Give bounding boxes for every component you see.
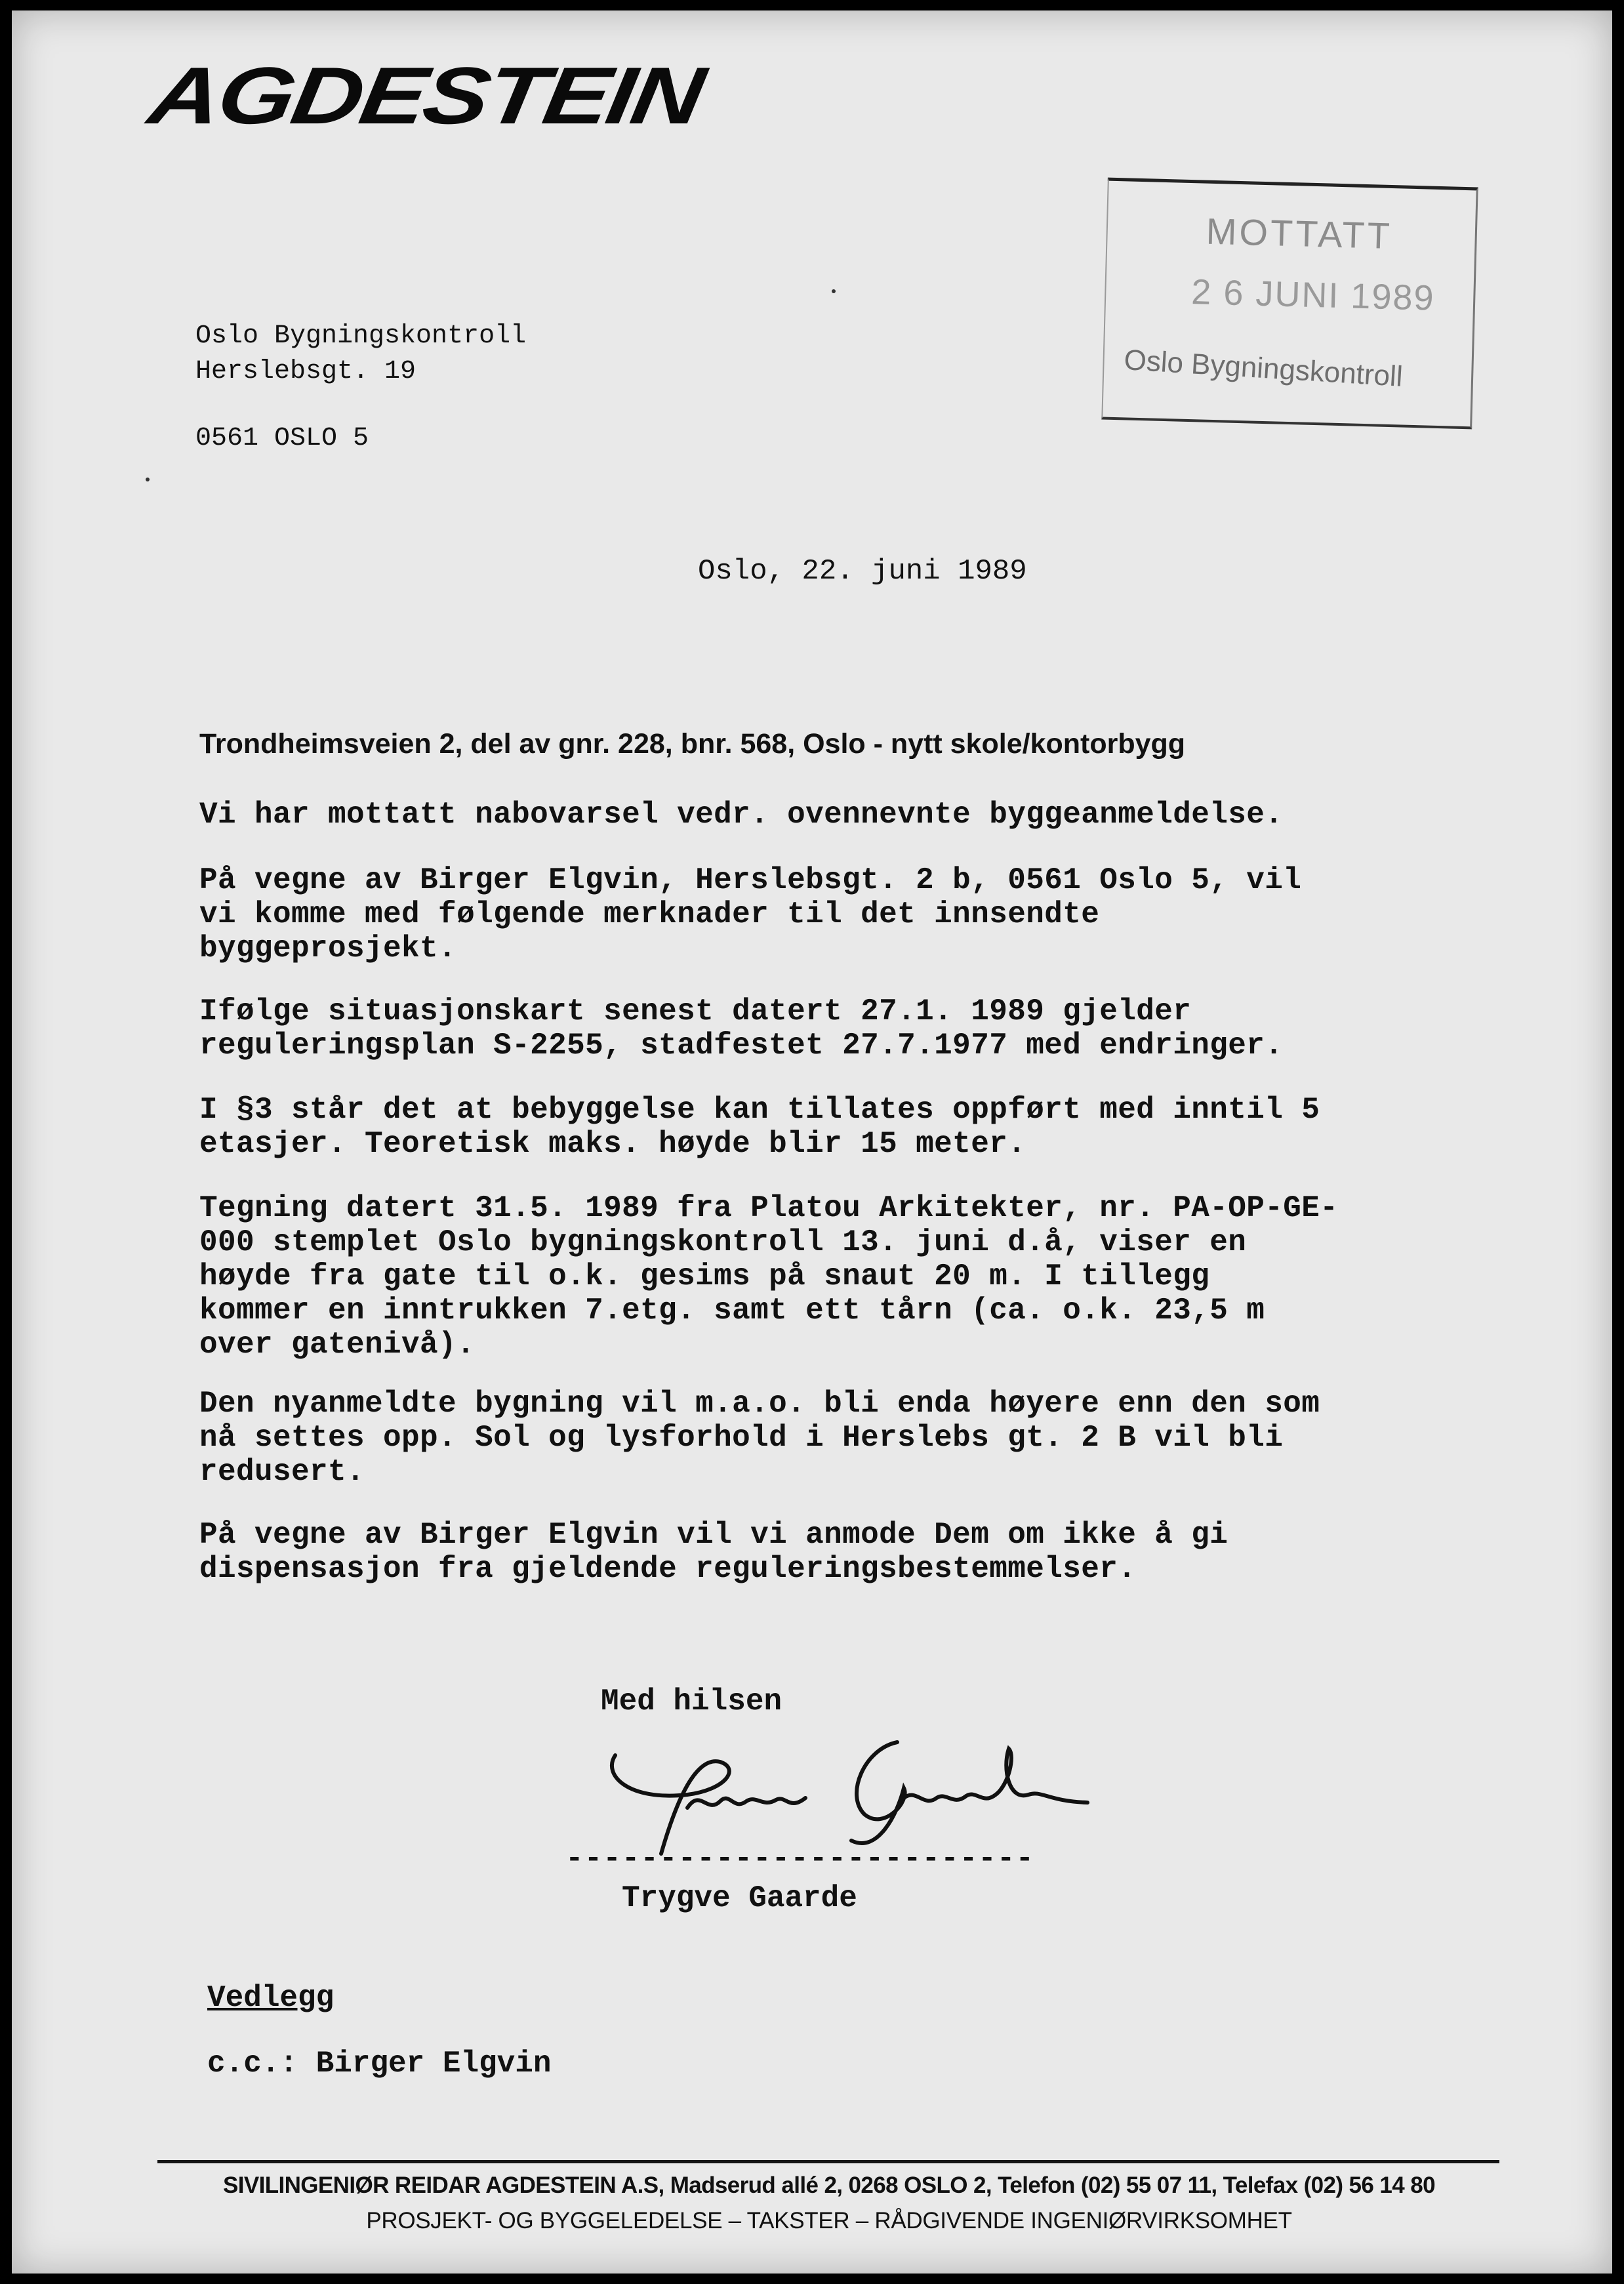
- speck: [146, 478, 150, 481]
- footer-services-line: PROSJEKT- OG BYGGELEDELSE – TAKSTER – RÅDGIVENDE INGENIØRVIRKSOMHET: [366, 2208, 1292, 2233]
- stamp-line-office: Oslo Bygningskontroll: [1123, 344, 1404, 393]
- recipient-street: Herslebsgt. 19: [195, 357, 416, 386]
- paragraph-2: På vegne av Birger Elgvin, Herslebsgt. 2 b, 0561 Oslo 5, vil vi komme med følgende merknader til det innsendte byggeprosjekt.: [199, 863, 1302, 966]
- speck: [832, 289, 836, 293]
- footer-rule: [157, 2160, 1499, 2163]
- recipient-address: [195, 319, 526, 390]
- paragraph-3: Ifølge situasjonskart senest datert 27.1. 1989 gjelder reguleringsplan S-2255, stadfestet 27.7.1977 med endringer.: [199, 994, 1284, 1063]
- subject-line: Trondheimsveien 2, del av gnr. 228, bnr. 568, Oslo - nytt skole/kontorbygg: [199, 728, 1186, 760]
- stamp-line-received: MOTTATT: [1206, 210, 1393, 257]
- paragraph-4: I §3 står det at bebyggelse kan tillates oppført med inntil 5 etasjer. Teoretisk maks. høyde blir 15 meter.: [199, 1093, 1320, 1161]
- signer-name: Trygve Gaarde: [622, 1881, 857, 1915]
- signature-line: -------------------------: [565, 1842, 1035, 1876]
- stamp-line-date: 2 6 JUNI 1989: [1190, 272, 1436, 318]
- cc-line: c.c.: Birger Elgvin: [207, 2047, 552, 2081]
- paragraph-1: Vi har mottatt nabovarsel vedr. ovennevnte byggeanmeldelse.: [199, 798, 1284, 832]
- closing-greeting: Med hilsen: [601, 1684, 782, 1719]
- date-line: Oslo, 22. juni 1989: [698, 555, 1027, 588]
- attachments-label: Vedlegg: [207, 1981, 335, 2015]
- company-logo: AGDESTEIN: [142, 50, 709, 141]
- paragraph-6: Den nyanmeldte bygning vil m.a.o. bli enda høyere enn den som nå settes opp. Sol og lysforhold i Herslebs gt. 2 B vil bli redusert.: [199, 1387, 1320, 1489]
- recipient-postal: 0561 OSLO 5: [195, 424, 369, 453]
- received-stamp: [1101, 178, 1478, 430]
- recipient-name: Oslo Bygningskontroll: [195, 321, 527, 351]
- handwritten-signature: [589, 1729, 1114, 1860]
- paragraph-5: Tegning datert 31.5. 1989 fra Platou Arkitekter, nr. PA-OP-GE- 000 stemplet Oslo bygningskontroll 13. juni d.å, viser en høyde fra gate til o.k. gesims på snaut 20 m. I tillegg kommer en inntrukken 7.etg. samt ett tårn (ca. o.k. 23,5 m over gatenivå).: [199, 1191, 1339, 1362]
- letter-page: [12, 10, 1612, 2274]
- footer-company-line: SIVILINGENIØR REIDAR AGDESTEIN A.S, Madserud allé 2, 0268 OSLO 2, Telefon (02) 55 07 11, Telefax (02) 56 14 80: [222, 2172, 1435, 2198]
- paragraph-7: På vegne av Birger Elgvin vil vi anmode Dem om ikke å gi dispensasjon fra gjeldende reguleringsbestemmelser.: [199, 1518, 1228, 1586]
